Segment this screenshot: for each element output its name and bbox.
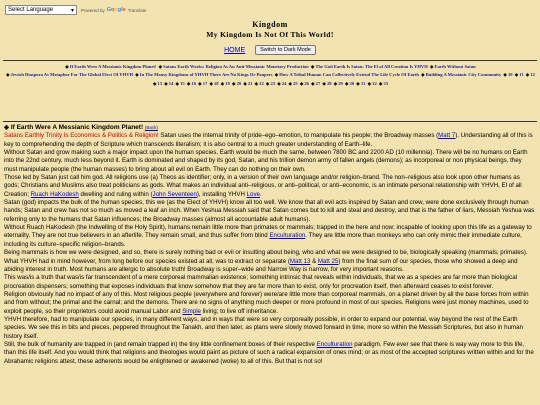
toc-link[interactable]: 18: [213, 80, 219, 86]
scripture-link[interactable]: Matt 25: [317, 257, 339, 265]
home-link[interactable]: HOME: [224, 46, 246, 54]
toc-link[interactable]: 27: [315, 80, 321, 86]
section-heading: ◈ If Earth Were A Messianic Kingdom Planet!: [4, 124, 144, 131]
toc-link[interactable]: 13: [157, 80, 163, 86]
dark-mode-button[interactable]: Switch to Dark Mode: [255, 45, 316, 55]
toc-bullet-icon: ◈: [378, 80, 383, 86]
toc-bullet-icon: ◈: [277, 80, 281, 86]
toc-bullet-icon: ◈: [254, 80, 259, 86]
toc-bullet-icon: ◈: [152, 80, 157, 86]
toc-bullet-icon: ◈: [65, 64, 69, 69]
toc-link[interactable]: Satans Earth Works: Religion As An Anti-Messianic Monetary Production: [163, 64, 309, 69]
toc-link[interactable]: 11: [519, 72, 524, 78]
scripture-link[interactable]: Matt 7: [438, 132, 456, 140]
enculturation-link[interactable]: Enculturation: [269, 232, 306, 240]
scripture-link[interactable]: John Seventeen: [152, 190, 197, 198]
language-select[interactable]: [5, 5, 77, 15]
toc-link[interactable]: 17: [202, 80, 208, 86]
chevron-down-icon: ▾: [70, 7, 74, 14]
toc-link[interactable]: 30: [349, 80, 355, 86]
toc-bullet-icon: ◈: [220, 80, 225, 86]
toc-link[interactable]: 22: [259, 80, 264, 86]
paragraph: Being mammals is how we were designed, and so, there is surely nothing bad or evil or insulting about being, who and what we were designed to be, biologically speaking (mammals; primates). What YHVH had in mind however, from long before our species existed at all, was to extract or separate (Matt 13 & Matt 25) from the final sum of our species, those who showed a deep and abiding interest in truth. Most humans are allergic to absolute truth! Broadway is super–wide and Narrow Way is narrow, for very important reasons.: [4, 249, 528, 273]
toc-link[interactable]: 24: [281, 80, 287, 86]
toc-bullet-icon: ◈: [175, 80, 180, 86]
toc-link[interactable]: If Earth Were A Messianic Kingdom Planet!: [69, 64, 157, 69]
paragraph: Those led by Satan just call him god. All religions use (a) Theos as identifier; only, in a version of their own language and/or religion–brand. The non–religious also look upon other humans as gods; Christians and Muslims also treat politicians as gods. What makes an individual anti–religious, or anti–political, or anti–economic, is an intimate personal relationship with YHVH, El of all Creation; Ruach HaKodesh dwelling and ruling within (John Seventeen), installing YHVH Love.: [4, 174, 522, 198]
top-nav: [0, 45, 540, 55]
toc-bullet-icon: ◈: [345, 80, 349, 86]
toc-bullet-icon: ◈: [333, 80, 338, 86]
toc-link[interactable]: Earth Without Satan: [434, 64, 476, 69]
toc-bullet-icon: ◈: [429, 64, 434, 69]
divider: [3, 121, 537, 122]
toc-bullet-icon: ◈: [311, 80, 315, 86]
powered-by-google: [81, 7, 146, 13]
simple-link[interactable]: Simple: [182, 307, 201, 315]
toc-link[interactable]: 29: [338, 80, 343, 86]
site-subtitle: My Kingdom Is Not Of This World!: [206, 30, 334, 39]
toc-link[interactable]: 12: [530, 72, 535, 78]
toc-bullet-icon: ◈: [6, 72, 10, 78]
toc-bullet-icon: ◈: [367, 80, 372, 86]
toc-link[interactable]: 25: [293, 80, 298, 86]
enculturation-link[interactable]: Enculturation: [316, 340, 353, 348]
translate-link[interactable]: Translate: [127, 7, 147, 13]
toc-bullet-icon: ◈: [198, 80, 202, 86]
toc-link[interactable]: The God Earth Is Satan: The El of All Creation Is YHVH: [315, 64, 428, 69]
google-logo[interactable]: Google: [106, 7, 126, 13]
ruach-link[interactable]: Ruach HaKodesh: [30, 190, 79, 198]
translate-bar: [5, 5, 146, 15]
toc-link[interactable]: 19: [225, 80, 230, 86]
paragraph: This was/is a truth that was/is far transcendent of a mere corporeal mammalian existence; something intrinsic that reveals within individuals, that we as a species are far more than biological procreation dispensers; something that exposes individuals that know somehow that they are far more than to exist, only for procreation itself, then afterward ceases to exist forever.: [4, 274, 517, 290]
toc-bullet-icon: ◈: [135, 72, 139, 78]
language-select-label: Select Language: [8, 7, 54, 13]
toc-bullet-icon: ◈: [525, 72, 530, 78]
toc-link[interactable]: 10: [507, 72, 513, 78]
paragraph: Satans Earthly Trinity Is Economics & Politics & Religion! Satan uses the internal trinity of pride–ego–emotion, to manipulate his people; the Broadway masses (Matt 7). Understanding all of this is key to comprehending the depth of Scripture which transcends literalism; it is also central to a much greater understanding of Earth–life.: [4, 132, 533, 148]
toc-link[interactable]: Jewish Diaspora As Metaphor For The Global Elect Of YHVH: [10, 72, 134, 78]
toc-link[interactable]: Building A Messianic City Community: [425, 72, 502, 78]
toc-bullet-icon: ◈: [243, 80, 247, 86]
love-link[interactable]: Love: [246, 190, 260, 198]
paragraph: Without Ruach HaKodesh (the Indwelling of the Holy Spirit), humans remain little more than primates or mammals; trapped in the here and now; incapable of looking upon this life as a gateway to eternality. They are not true believers in an afterlife. They remain small, and thus suffer from blind Enculturation. They are little more than monkeys who can only mimic their immediate culture, including its culture–specific religion–brands.: [4, 224, 532, 248]
toc-bullet-icon: ◈: [274, 72, 279, 78]
toc-link[interactable]: 21: [247, 80, 253, 86]
highlight-text: Satans Earthly Trinity Is Economics & Politics & Religion!: [4, 132, 159, 140]
toc-bullet-icon: ◈: [299, 80, 304, 86]
toc-bullet-icon: ◈: [209, 80, 213, 86]
paragraph: Without Satan and grow making such a major impact upon the human species, Earth would be much the same, between 7800 BC and 2200 AD (10 millennia). There will be no humans on Earth into the 22nd century, much less beyond it. Earth is dominated and shaped by its god, Satan, and his trillion demon army of fallen angels (demons); as incorporeal or non physical beings, they must manipulate people (the human masses) to bring about all evil on Earth. They can do nothing on their own.: [4, 149, 528, 173]
toc-link[interactable]: In The Mousy Kingdoms of YHVH There Are No Kings Or Paupers: [139, 72, 273, 78]
toc-bullet-icon: ◈: [310, 64, 315, 69]
toc-link[interactable]: 33: [383, 80, 389, 86]
toc-link[interactable]: 16: [191, 80, 196, 86]
paragraph: Satan (god) impacts the bulk of the human species, this we (as the Elect of YHVH) know all too well. We know that all evil acts inspired by Satan and crew, were done exclusively through human hands; Satan and crew has not so much as moved a leaf an inch. When Yeshua Messiah said that Satan comes but to kill and steal and destroy, and that is the father of liars, Messiah Yeshua was referring only to the humans that Satan influences; the Broadway masses (almost all accountable adult humans).: [4, 199, 535, 223]
site-title: Kingdom: [252, 20, 288, 29]
paragraph: Still, the bulk of humanity are trapped in (and remain trapped in) the tiny little confinement boxes of their respective Enculturation paradigm. Few ever see that there is way way more to this life, than this life itself. And you would think that religions and theologies would paint as picture of such a radical expansion of ones mind; or as most of the accepted scriptures written within and for the Abrahamic religions attest, these adherents would be enlightened or awakened (woke) to all of this. But that is not so!: [4, 340, 534, 365]
toc-bullet-icon: ◈: [232, 80, 236, 86]
back-link[interactable]: (Back): [144, 125, 158, 130]
toc-link[interactable]: 26: [304, 80, 309, 86]
toc-link[interactable]: How A Tribal Human Can Collectively Extend The Life Cycle Of Earth: [279, 72, 419, 78]
toc-bullet-icon: ◈: [288, 80, 293, 86]
toc-link[interactable]: 20: [236, 80, 242, 86]
paragraph: Religion obviously had no impact of any of this. Most religious people (everywhere and forever) were/are little more than corporeal mammals, on a planet driven by all the base forces from within and from without; the primal and the carnal; and the demons. There are no signs of anything much deeper or more profound in most of our species. Religions were just money machines, used to exploit people, so their proprietors could avoid manual Labor and Simple living; to live off inheritance.: [4, 290, 529, 315]
toc-link[interactable]: 23: [270, 80, 276, 86]
toc-bullet-icon: ◈: [186, 80, 191, 86]
table-of-contents: [4, 63, 536, 88]
toc-bullet-icon: ◈: [164, 80, 168, 86]
toc-bullet-icon: ◈: [265, 80, 270, 86]
toc-link[interactable]: 32: [372, 80, 377, 86]
toc-bullet-icon: ◈: [158, 64, 163, 69]
toc-bullet-icon: ◈: [514, 72, 519, 78]
toc-bullet-icon: ◈: [503, 72, 507, 78]
article-body: [4, 124, 536, 404]
toc-bullet-icon: ◈: [322, 80, 326, 86]
powered-by-text: Powered by: [81, 7, 105, 13]
toc-link[interactable]: 28: [326, 80, 332, 86]
toc-bullet-icon: ◈: [356, 80, 360, 86]
toc-link[interactable]: 31: [360, 80, 366, 86]
toc-link[interactable]: 15: [180, 80, 185, 86]
toc-bullet-icon: ◈: [421, 72, 425, 78]
toc-link[interactable]: 14: [168, 80, 174, 86]
scripture-link[interactable]: Matt 13: [289, 257, 311, 265]
divider: [3, 60, 537, 61]
paragraph: YHVH therefore, had to manipulate our species, in many different ways, and in ways that were so very corporeally possible, in order to expand our potential, way beyond the rest of the Earth species. We see this in bits and pieces, peppered throughout the Tanakh, and then later, as plans were slowly moved forward in time, more so within the Messiah Scriptures, but also in human history itself.: [4, 315, 523, 340]
